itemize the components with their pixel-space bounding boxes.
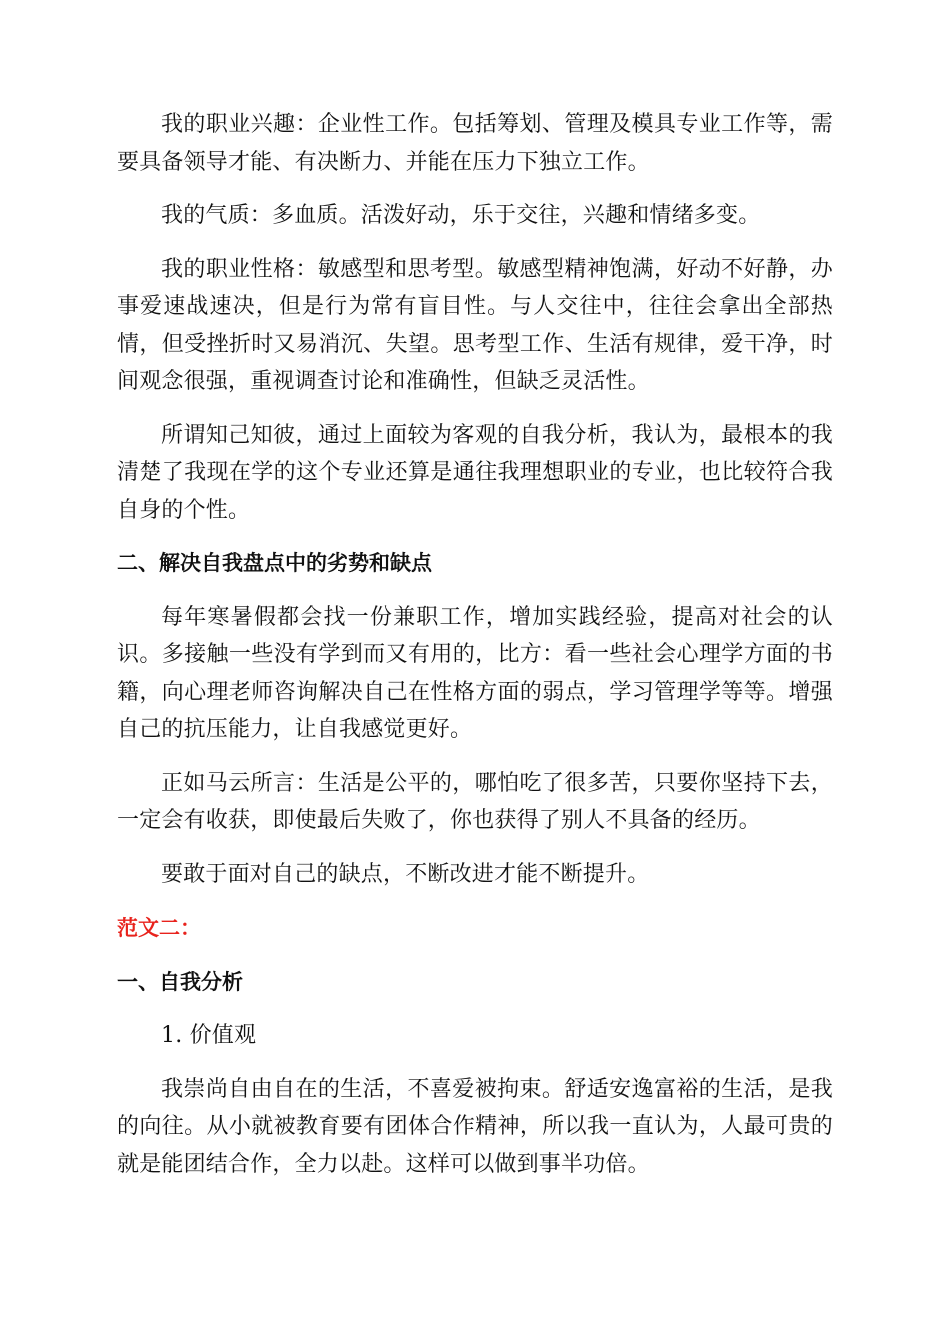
paragraph-career-interest: 我的职业兴趣：企业性工作。包括筹划、管理及模具专业工作等，需要具备领导才能、有决断力、并能在压力下独立工作。 [117, 112, 833, 175]
paragraph-temperament: 我的气质：多血质。活泼好动，乐于交往，兴趣和情绪多变。 [161, 203, 761, 228]
sample-two-heading: 范文二： [117, 916, 201, 940]
subheading-values: 1. 价值观 [161, 1023, 257, 1048]
paragraph-part-time-work: 每年寒暑假都会找一份兼职工作，增加实践经验，提高对社会的认识。多接触一些没有学到而又有用的，比方：看一些社会心理学方面的书籍，向心理老师咨询解决自己在性格方面的弱点，学习管理学等等。增强自己的抗压能力，让自我感觉更好。 [117, 604, 833, 742]
document-page [117, 106, 833, 1183]
section-heading-self-analysis: 一、自我分析 [117, 969, 243, 994]
section-heading-weaknesses: 二、解决自我盘点中的劣势和缺点 [117, 551, 432, 575]
paragraph-know-yourself: 所谓知己知彼，通过上面较为客观的自我分析，我认为，最根本的我清楚了我现在学的这个专业还算是通往我理想职业的专业，也比较符合我自身的个性。 [117, 422, 833, 523]
paragraph-quote: 正如马云所言：生活是公平的，哪怕吃了很多苦，只要你坚持下去，一定会有收获，即使最后失败了，你也获得了别人不具备的经历。 [117, 770, 833, 833]
paragraph-values: 我崇尚自由自在的生活，不喜爱被拘束。舒适安逸富裕的生活，是我的向往。从小就被教育要有团体合作精神，所以我一直认为，人最可贵的就是能团结合作，全力以赴。这样可以做到事半功倍。 [117, 1076, 833, 1177]
paragraph-career-personality: 我的职业性格：敏感型和思考型。敏感型精神饱满，好动不好静，办事爱速战速决，但是行为常有盲目性。与人交往中，往往会拿出全部热情，但受挫折时又易消沉、失望。思考型工作、生活有规律，爱干净，时间观念很强，重视调查讨论和准确性，但缺乏灵活性。 [117, 256, 833, 394]
paragraph-face-weaknesses: 要敢于面对自己的缺点，不断改进才能不断提升。 [161, 861, 650, 887]
